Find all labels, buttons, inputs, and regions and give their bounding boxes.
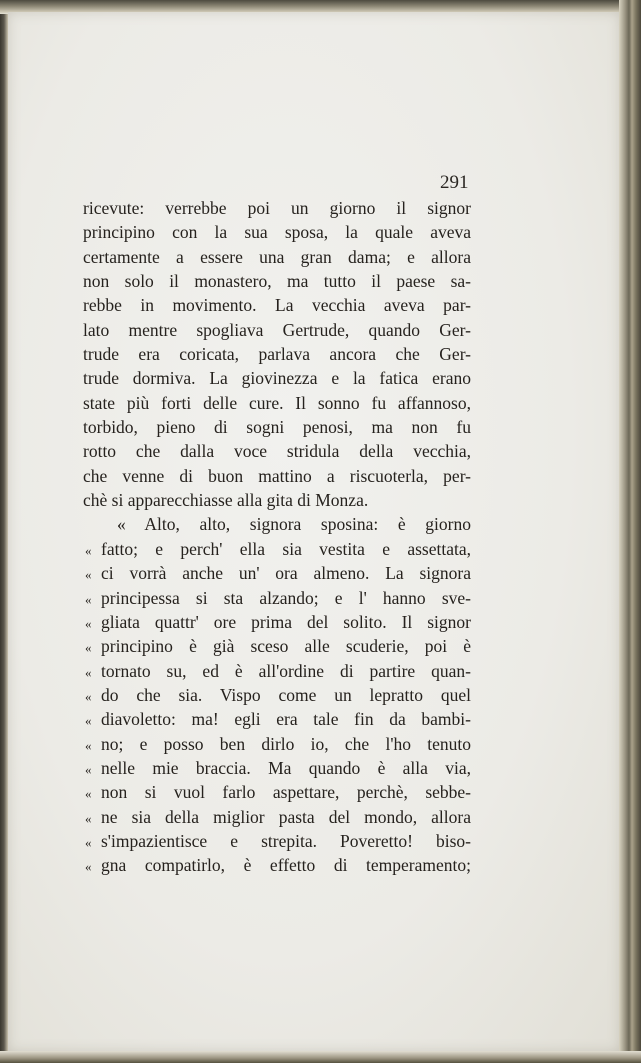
quoted-line	[83, 586, 471, 610]
quote-mark: «	[85, 810, 92, 826]
quoted-text: ci vorrà anche un' ora almeno. La signora	[101, 563, 471, 584]
quote-mark: «	[85, 567, 92, 583]
text-line: rotto che dalla voce stridula della vecchia,	[83, 441, 471, 462]
text-line: trude era coricata, parlava ancora che Ger-	[83, 344, 471, 365]
text-line: trude dormiva. La giovinezza e la fatica erano	[83, 368, 471, 389]
text-line: lato mentre spogliava Gertrude, quando Ger-	[83, 319, 471, 340]
quoted-line	[83, 537, 471, 561]
quote-mark: «	[85, 688, 92, 704]
quoted-text: non si vuol farlo aspettare, perchè, sebbe-	[101, 782, 471, 803]
quote-mark: «	[85, 761, 92, 777]
quoted-text: do che sia. Vispo come un lepratto quel	[101, 684, 471, 705]
quote-mark: «	[85, 786, 92, 802]
text-line: non solo il monastero, ma tutto il paese sa-	[83, 271, 471, 292]
quote-mark: «	[85, 591, 92, 607]
quoted-text: gna compatirlo, è effetto di temperamento;	[101, 855, 471, 876]
text-line: principino con la sua sposa, la quale aveva	[83, 222, 471, 243]
quoted-text: principino è già sceso alle scuderie, poi è	[101, 636, 471, 657]
quoted-line	[83, 634, 471, 658]
quote-mark: «	[85, 542, 92, 558]
quote-mark: «	[85, 859, 92, 875]
bottom-page-edge	[0, 1051, 641, 1063]
quote-mark: «	[85, 615, 92, 631]
text-line: certamente a essere una gran dama; e allora	[83, 246, 471, 267]
quote-mark: «	[85, 713, 92, 729]
text-line: torbido, pieno di sogni penosi, ma non fu	[83, 417, 471, 438]
quoted-text: nelle mie braccia. Ma quando è alla via,	[101, 757, 471, 778]
quoted-line	[83, 756, 471, 780]
text-line: rebbe in movimento. La vecchia aveva par-	[83, 295, 471, 316]
text-line: che venne di buon mattino a riscuoterla, per-	[83, 465, 471, 486]
quoted-line	[83, 610, 471, 634]
right-binding-edge	[619, 0, 641, 1063]
quoted-line	[83, 780, 471, 804]
text-line: chè si apparecchiasse alla gita di Monza.	[83, 490, 369, 511]
quote-mark: «	[85, 664, 92, 680]
text-line: state più forti delle cure. Il sonno fu affannoso,	[83, 392, 471, 413]
quoted-line	[83, 707, 471, 731]
quote-mark: «	[85, 737, 92, 753]
quoted-line	[83, 853, 471, 877]
quoted-line	[83, 805, 471, 829]
quoted-text: fatto; e perch' ella sia vestita e assettata,	[101, 538, 471, 559]
quoted-text: ne sia della miglior pasta del mondo, allora	[101, 806, 471, 827]
quoted-text: s'impazientisce e strepita. Poveretto! biso-	[101, 830, 471, 851]
quoted-text: gliata quattr' ore prima del solito. Il signor	[101, 611, 471, 632]
quoted-text: no; e posso ben dirlo io, che l'ho tenuto	[101, 733, 471, 754]
text-line: ricevute: verrebbe poi un giorno il signor	[83, 198, 471, 218]
page-paper	[8, 12, 620, 1052]
quote-mark: «	[85, 640, 92, 656]
quoted-line	[83, 683, 471, 707]
quoted-line	[83, 829, 471, 853]
quoted-line	[83, 561, 471, 585]
quote-opening-line: « Alto, alto, signora sposina: è giorno	[117, 514, 471, 535]
quoted-text: principessa si sta alzando; e l' hanno sve-	[101, 587, 471, 608]
quoted-line	[83, 732, 471, 756]
text-block	[83, 196, 471, 878]
quote-mark: «	[85, 834, 92, 850]
quoted-text: diavoletto: ma! egli era tale fin da bambi-	[101, 709, 471, 730]
quoted-line	[83, 659, 471, 683]
page-number: 291	[440, 172, 469, 193]
quoted-text: tornato su, ed è all'ordine di partire quan-	[101, 660, 471, 681]
